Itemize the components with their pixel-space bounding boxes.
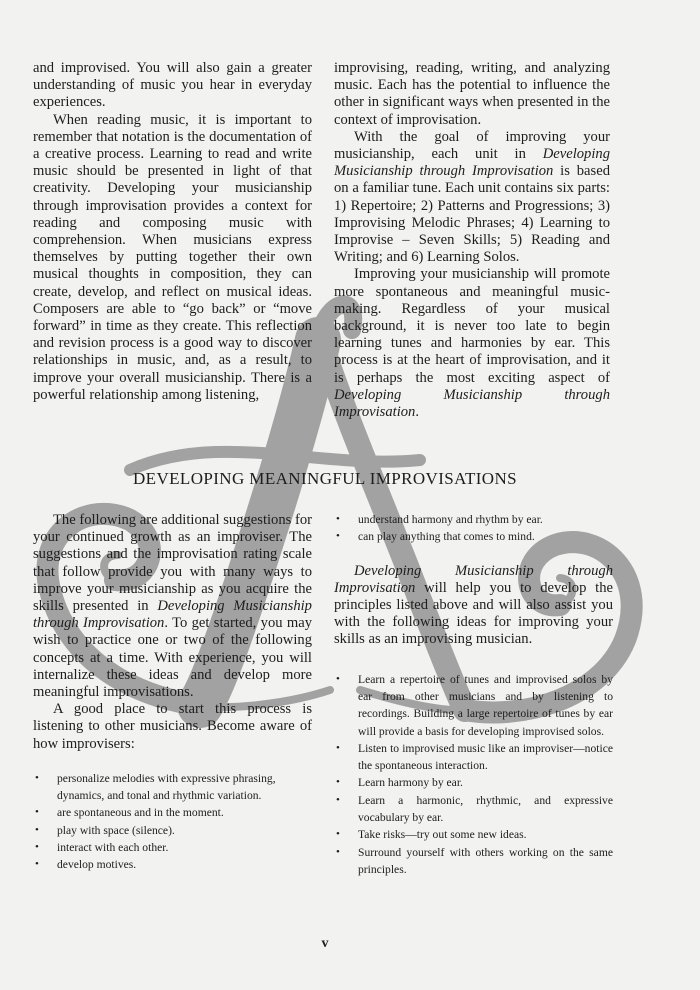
book-title: Developing Musicianship through Improvisation xyxy=(33,598,312,632)
text-run: Improving your musicianship will promote more spontaneous and meaningful music-making. Regardless of your musical background, it is never too late to begin learning tunes and harmonies by ear. This process is at the heart of improvisation, and it is perhaps the most exciting aspect of xyxy=(334,266,610,386)
bottom-left-column xyxy=(33,512,312,874)
list-item: • Learn harmony by ear. xyxy=(334,774,613,791)
paragraph: and improvised. You will also gain a greater understanding of music you hear in everyday experiences. xyxy=(33,60,312,111)
top-left-column xyxy=(33,60,312,404)
text-run: The following are additional suggestions for your continued growth as an improviser. The suggestions and the improvisation rating scale that follow provide you with many ways to improve your musicianship as you acquire the skills presented in xyxy=(33,512,312,615)
list-item: • develop motives. xyxy=(33,856,312,873)
list-item: • understand harmony and rhythm by ear. xyxy=(334,511,613,528)
text-run: With the goal of improving your musicianship, each unit in xyxy=(334,128,610,163)
list-item: • Listen to improvised music like an improviser—notice the spontaneous interaction. xyxy=(334,740,613,775)
list-item: • interact with each other. xyxy=(33,839,312,856)
page-number: v xyxy=(321,936,329,951)
list-item: • can play anything that comes to mind. xyxy=(334,528,613,545)
paragraph xyxy=(334,129,610,267)
text-run: will help you to develop the principles listed above and will also assist you with the following ideas for improving your skills as an improvising musician. xyxy=(334,579,613,648)
text-run: . xyxy=(415,404,419,421)
bottom-right-column xyxy=(334,511,613,878)
book-title: Developing Musicianship through Improvisation xyxy=(334,562,613,596)
list-item: • Learn a harmonic, rhythmic, and expressive vocabulary by ear. xyxy=(334,792,613,827)
book-title: Developing Musicianship through Improvisation xyxy=(334,146,610,180)
top-right-column xyxy=(334,60,610,421)
list-item: • Take risks—try out some new ideas. xyxy=(334,826,613,843)
book-title: Developing Musicianship through Improvisation xyxy=(334,386,610,421)
paragraph xyxy=(334,266,610,421)
text-run: . To get started, you may wish to practice one or two of the following concepts at a time. With experience, you will internalize these ideas and develop more meaningful improvisations. xyxy=(33,615,312,701)
paragraph: improvising, reading, writing, and analyzing music. Each has the potential to influence the other in significant ways when presented in the context of improvisation. xyxy=(334,60,610,128)
list-item: • Learn a repertoire of tunes and improvised solos by ear from other musicians and by listening to recordings. Building a large repertoire of tunes by ear will provide a basis for developing improvised solos. xyxy=(334,671,613,740)
bullet-list xyxy=(334,511,613,546)
list-item: • Surround yourself with others working on the same principles. xyxy=(334,844,613,879)
list-item: • personalize melodies with expressive phrasing, dynamics, and tonal and rhythmic variation. xyxy=(33,770,312,805)
paragraph xyxy=(33,512,312,701)
paragraph: A good place to start this process is listening to other musicians. Become aware of how improvisers: xyxy=(33,701,312,752)
text-run: is based on a familiar tune. Each unit contains six parts: 1) Repertoire; 2) Patterns and Progressions; 3) Improvising Melodic Phrases; 4) Learning to Improvise – Seven Skills; 5) Reading and Writing; and 6) Learning Solos. xyxy=(334,163,610,266)
list-item: • are spontaneous and in the moment. xyxy=(33,804,312,821)
paragraph: When reading music, it is important to remember that notation is the documentation of a creative process. Learning to read and write music should be presented in light of that creativity. Developing your musicianship through improvisation provides a context for reading and composing music with comprehension. When musicians express themselves by putting together their own musical thoughts in composition, they can create, develop, and reflect on musical ideas. Composers are able to “go back” or “move forward” in time as they create. This reflection and revision process is a good way to discover relationships in music, and, as a result, to improve your overall musicianship. There is a powerful relationship among listening, xyxy=(33,111,312,403)
bullet-list xyxy=(33,770,312,874)
list-item: • play with space (silence). xyxy=(33,822,312,839)
paragraph xyxy=(334,563,613,649)
section-heading: DEVELOPING MEANINGFUL IMPROVISATIONS xyxy=(133,469,517,488)
bullet-list xyxy=(334,671,613,879)
